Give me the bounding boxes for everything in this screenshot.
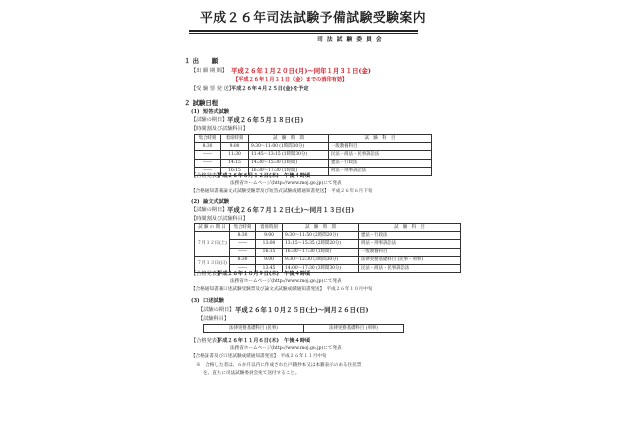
oral-subject-table (203, 324, 404, 333)
issuer: 司 法 試 験 委 員 会 (317, 37, 383, 43)
table-row (204, 325, 404, 333)
cell: 9:30～11:50 (2時間20分) (283, 232, 359, 240)
cell: 憲法・行政法 (329, 159, 432, 167)
oral-footnote-line1: ※ 合格した者は、６か月以内に作成された戸籍抄本又は本籍表示のある住民票 (196, 363, 362, 368)
table-header-row (195, 224, 461, 232)
header-cell: 試 験 科 目 (329, 135, 432, 143)
oral-notice: 【合格証書及び口述試験成績通知書発送】 平成２６年１１月中旬 (191, 354, 327, 359)
table-row (195, 248, 461, 256)
essay-pass-web: 法務省ホームページ(http://www.moj.go.jp)にて発表 (230, 279, 342, 284)
oral-date-value: 平成２６年１０月２５日(土)～同月２６日(日) (235, 306, 369, 314)
cell: 16:30～17:30 (1時間) (283, 248, 359, 256)
short-answer-table (194, 134, 432, 176)
header-cell: 試 験 時 間 (283, 224, 359, 232)
essay-day2-cell: ７月１３日(日) (195, 256, 230, 272)
cell: 8:30 (195, 143, 221, 151)
exam-guide-page (140, 0, 500, 426)
cell: 16:30～17:30 (1時間) (249, 167, 329, 175)
short-answer-number: (1) (191, 109, 200, 115)
cell: 9:30～12:30 (3時間30分) (283, 256, 359, 264)
oral-pass-label: 【合格発表】 (191, 338, 223, 344)
table-row (195, 159, 432, 167)
cell: 9:30～11:00 (1時間30分) (249, 143, 329, 151)
application-period-label: 【出 願 期 間】 (191, 68, 228, 74)
table-row (195, 232, 461, 240)
section-1-heading: １ 出 願 (184, 57, 219, 65)
table-row (195, 151, 432, 159)
oral-pass-value: 平成２６年１１月６日(木) 午後４時頃 (217, 338, 311, 344)
short-answer-schedule-label: 【時間割及び試験科目】 (191, 126, 249, 132)
cell: 13:45 (256, 264, 283, 272)
essay-table (194, 223, 461, 273)
ticket-dispatch-value: 平成２６年４月２５日(金)を予定 (231, 86, 309, 92)
cell: 9:00 (256, 232, 283, 240)
oral-pass-web: 法務省ホームページ(http://www.moj.go.jp)にて発表 (230, 346, 342, 351)
cell: 法律実務基礎科目 (民事・刑事) (359, 256, 461, 264)
cell: ―― (230, 264, 256, 272)
cell: 民法・商法・民事訴訟法 (329, 151, 432, 159)
cell: 11:45～13:15 (1時間30分) (249, 151, 329, 159)
table-row (195, 256, 461, 264)
short-answer-date-value: 平成２６年５月１８日(日) (227, 116, 304, 124)
cell: 16:15 (221, 167, 249, 175)
table-header-row (195, 135, 432, 143)
cell: 13:00 (256, 240, 283, 248)
cell: 9:00 (221, 143, 249, 151)
short-answer-heading: 短答式試験 (203, 109, 229, 115)
cell: ―― (230, 248, 256, 256)
header-cell: 集合時刻 (230, 224, 256, 232)
cell: 8:30 (230, 232, 256, 240)
cell: 憲法・行政法 (359, 232, 461, 240)
application-period-value: 平成２６年１月２０日(月)～同年１月３１日(金) (231, 67, 371, 75)
header-cell: 試 験 の 期 日 (195, 224, 230, 232)
short-answer-pass-value: 平成２６年６月１２日(木) 午後４時頃 (217, 173, 311, 179)
ticket-dispatch-label: 【受 験 票 発 送】 (191, 86, 234, 92)
header-cell: 試 験 時 間 (249, 135, 329, 143)
essay-pass-value: 平成２６年１０月９日(木) 午後４時頃 (217, 271, 311, 277)
table-row (195, 143, 432, 151)
cell: 刑法・刑事訴訟法 (359, 240, 461, 248)
header-cell: 着席時刻 (256, 224, 283, 232)
short-answer-pass-label: 【合格発表】 (191, 173, 223, 179)
oral-subject-label: 【試験科目】 (198, 316, 230, 322)
table-row (195, 240, 461, 248)
cell: 一般教養科目 (329, 143, 432, 151)
essay-date-value: 平成２６年７月１２日(土)～同月１３日(日) (227, 206, 355, 214)
cell: 法律実務基礎科目 (民事) (204, 325, 304, 333)
title-rule-top (189, 30, 418, 32)
essay-day1-cell: ７月１２日(土) (195, 232, 230, 257)
essay-heading: 論文式試験 (203, 199, 229, 205)
cell: 14:00～17:30 (3時間30分) (283, 264, 359, 272)
cell: 13:15～15:35 (2時間20分) (283, 240, 359, 248)
header-cell: 集合時刻 (195, 135, 221, 143)
title-rule-bottom (189, 33, 418, 34)
cell: 14:30～15:30 (1時間) (249, 159, 329, 167)
oral-number: (3) (191, 298, 200, 304)
cell: ―― (195, 167, 221, 175)
cell: 8:30 (230, 256, 256, 264)
short-answer-pass-web: 法務省ホームページ(http://www.moj.go.jp)にて発表 (230, 181, 342, 186)
essay-date-label: 【試験の期日】 (191, 207, 228, 213)
page-title: 平成２６年司法試験予備試験受験案内 (200, 11, 427, 26)
oral-heading: 口述試験 (203, 298, 224, 304)
essay-number: (2) (191, 199, 200, 205)
application-postmark-note: 【平成２６年１月３１日（金）までの消印有効】 (233, 77, 348, 83)
cell: 16:15 (256, 248, 283, 256)
essay-notice: 【合格通知書兼口述試験受験票及び論文式試験成績通知書発送】 平成２６年１０月中旬 (191, 287, 373, 292)
cell: 9:00 (256, 256, 283, 264)
cell: 14:15 (221, 159, 249, 167)
oral-date-label: 【試験の期日】 (198, 307, 235, 313)
header-cell: 試 験 科 目 (359, 224, 461, 232)
section-2-heading: ２ 試験日程 (184, 99, 219, 107)
cell: 法律実務基礎科目 (刑事) (304, 325, 404, 333)
oral-footnote-line2: を、直ちに司法試験委員会宛て送付すること。 (203, 371, 300, 376)
essay-pass-label: 【合格発表】 (191, 271, 223, 277)
short-answer-date-label: 【試験の期日】 (191, 117, 228, 123)
cell: 刑法・刑事訴訟法 (329, 167, 432, 175)
essay-schedule-label: 【時間割及び試験科目】 (191, 216, 249, 222)
cell: 11:30 (221, 151, 249, 159)
cell: ―― (195, 151, 221, 159)
cell: 民法・商法・民事訴訟法 (359, 264, 461, 272)
cell: ―― (230, 240, 256, 248)
short-answer-notice: 【合格通知書兼論文式試験受験票及び短答式試験成績通知書発送】 平成２６年６月下旬 (191, 189, 373, 194)
header-cell: 着席時刻 (221, 135, 249, 143)
cell: ―― (195, 159, 221, 167)
cell: 一般教養科目 (359, 248, 461, 256)
